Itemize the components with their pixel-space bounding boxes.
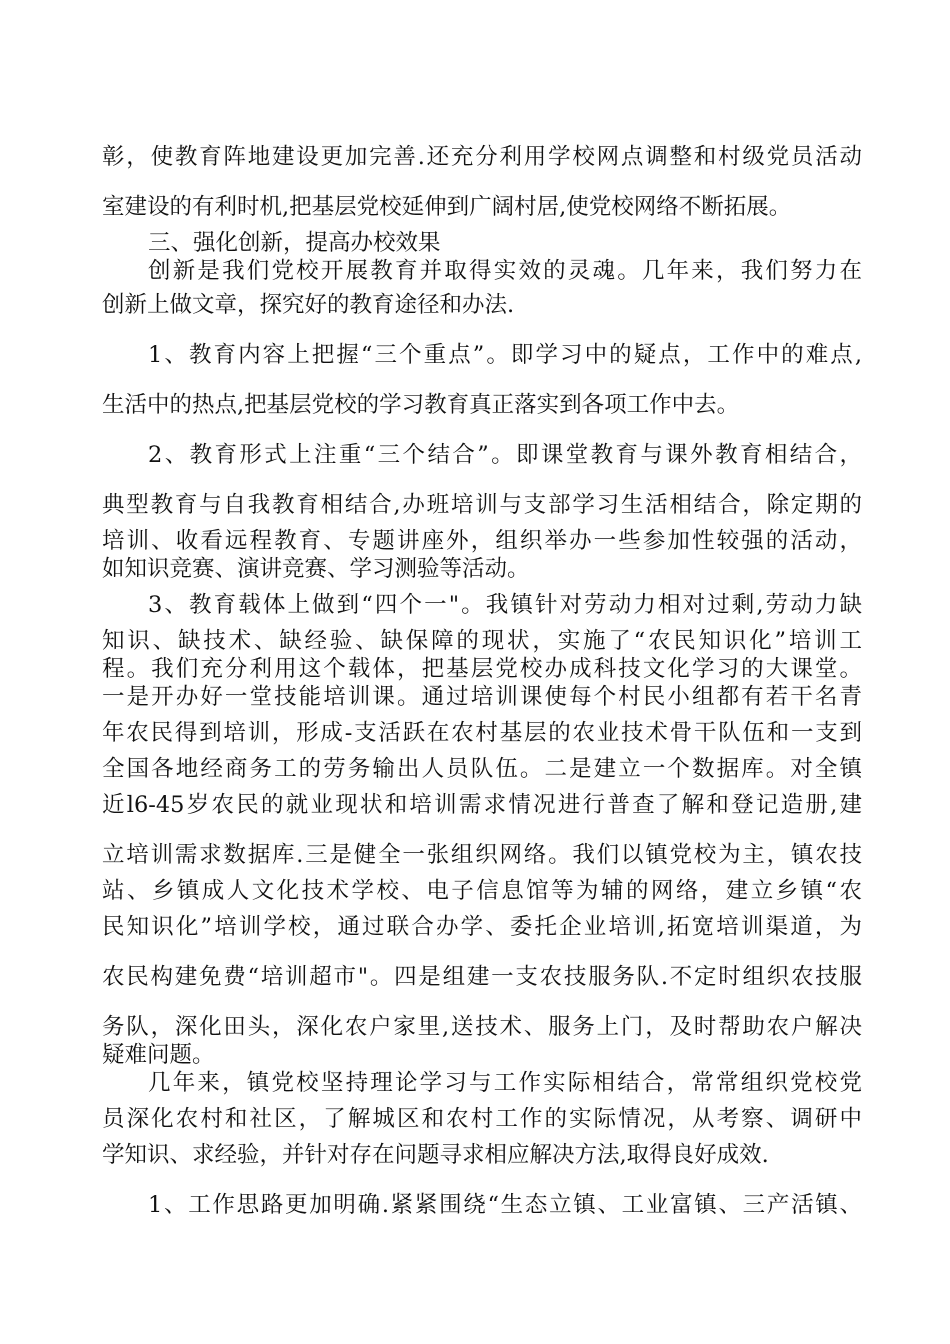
text-line: 务队，深化田头，深化农户家里,送技术、服务上门，及时帮助农户解决 [102, 1014, 862, 1040]
text-line: 站、乡镇成人文化技术学校、电子信息馆等为辅的网络，建立乡镇“农 [102, 878, 862, 904]
text-line: 1、工作思路更加明确.紧紧围绕“生态立镇、工业富镇、三产活镇、 [148, 1192, 862, 1218]
text-line: 创新上做文章，探究好的教育途径和办法. [102, 292, 515, 318]
text-line: 程。我们充分利用这个载体，把基层党校办成科技文化学习的大课堂。 [102, 656, 862, 682]
text-line: 学知识、求经验，并针对存在问题寻求相应解决方法,取得良好成效. [102, 1142, 769, 1168]
text-line: 一是开办好一堂技能培训课。通过培训课使每个村民小组都有若干名青 [102, 684, 862, 710]
text-line: 3、教育载体上做到“四个一"。我镇针对劳动力相对过剩,劳动力缺 [148, 592, 862, 618]
section-heading: 三、强化创新，提高办校效果 [148, 230, 441, 256]
text-line: 1、教育内容上把握“三个重点”。即学习中的疑点，工作中的难点, [148, 342, 862, 368]
text-line: 室建设的有利时机,把基层党校延伸到广阔村居,使党校网络不断拓展。 [102, 194, 792, 220]
text-line: 生活中的热点,把基层党校的学习教育真正落实到各项工作中去。 [102, 392, 740, 418]
text-line: 农民构建免费“培训超市"。四是组建一支农技服务队.不定时组织农技服 [102, 964, 862, 990]
text-line: 民知识化”培训学校，通过联合办学、委托企业培训,拓宽培训渠道，为 [102, 914, 862, 940]
text-line: 彰，使教育阵地建设更加完善.还充分利用学校网点调整和村级党员活动 [102, 144, 862, 170]
text-line: 全国各地经商务工的劳务输出人员队伍。二是建立一个数据库。对全镇 [102, 756, 862, 782]
text-line: 知识、缺技术、缺经验、缺保障的现状，实施了“农民知识化”培训工 [102, 628, 862, 654]
text-line: 2、教育形式上注重“三个结合”。即课堂教育与课外教育相结合， [148, 442, 862, 468]
text-line: 疑难问题。 [102, 1042, 215, 1068]
text-line: 近l6-45岁农民的就业现状和培训需求情况进行普查了解和登记造册,建 [102, 792, 862, 818]
text-line: 年农民得到培训，形成-支活跃在农村基层的农业技术骨干队伍和一支到 [102, 720, 862, 746]
text-line: 如知识竞赛、演讲竞赛、学习测验等活动。 [102, 556, 530, 582]
text-line: 培训、收看远程教育、专题讲座外，组织举办一些参加性较强的活动， [102, 528, 862, 554]
text-line: 创新是我们党校开展教育并取得实效的灵魂。几年来，我们努力在 [148, 258, 862, 284]
text-line: 典型教育与自我教育相结合,办班培训与支部学习生活相结合，除定期的 [102, 492, 862, 518]
text-line: 几年来，镇党校坚持理论学习与工作实际相结合，常常组织党校党 [148, 1070, 862, 1096]
text-line: 立培训需求数据库.三是健全一张组织网络。我们以镇党校为主，镇农技 [102, 842, 862, 868]
text-line: 员深化农村和社区，了解城区和农村工作的实际情况，从考察、调研中 [102, 1106, 862, 1132]
